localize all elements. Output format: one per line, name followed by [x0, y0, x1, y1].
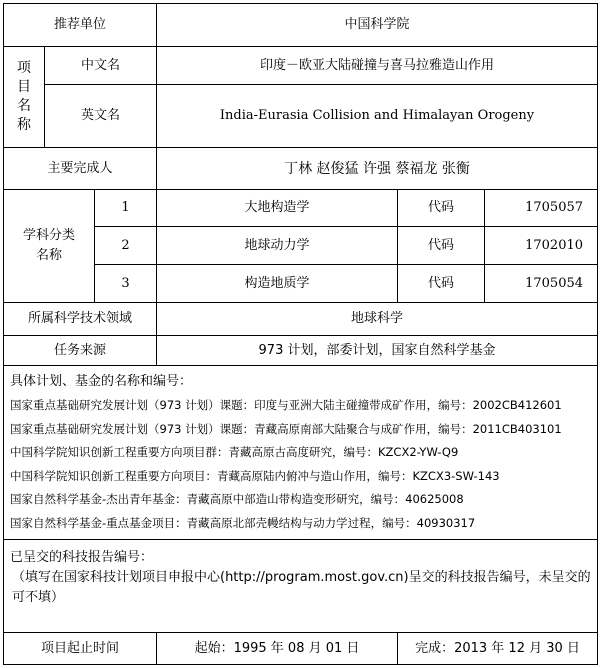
en-name-label: 英文名: [45, 85, 157, 148]
discipline-label: 学科分类名称: [22, 228, 75, 263]
code-label: 代码: [398, 227, 485, 265]
project-name-label-cell: [4, 47, 45, 148]
cn-name-row: [4, 47, 598, 85]
code-label: 代码: [398, 190, 485, 227]
plans-row: [4, 366, 598, 540]
project-info-table: [3, 3, 598, 665]
field-label: 所属科学技术领域: [4, 303, 157, 336]
plan-item: 国家重点基础研究发展计划（973 计划）课题：青藏高原南部大陆聚合与成矿作用，编号：2011CB403101: [10, 421, 562, 436]
discipline-label-cell: [4, 190, 95, 303]
discipline-name: 构造地质学: [157, 265, 398, 303]
main-people-label: 主要完成人: [4, 148, 157, 190]
discipline-name: 地球动力学: [157, 227, 398, 265]
period-row: [4, 633, 598, 665]
plan-item: 国家重点基础研究发展计划（973 计划）课题：印度与亚洲大陆主碰撞带成矿作用，编号：2002CB412601: [10, 398, 562, 412]
plan-item: 国家自然科学基金-杰出青年基金：青藏高原中部造山带构造变形研究，编号：40625008: [10, 492, 464, 506]
source-label: 任务来源: [4, 336, 157, 366]
period-label: 项目起止时间: [4, 633, 157, 665]
source-row: [4, 336, 598, 366]
period-start: 起始：1995 年 08 月 01 日: [157, 633, 398, 665]
plan-item: 中国科学院知识创新工程重要方向项目：青藏高原陆内俯冲与造山作用，编号：KZCX3-SW-143: [10, 468, 500, 483]
discipline-index: 1: [95, 190, 157, 227]
plan-item: 国家自然科学基金-重点基金项目：青藏高原北部壳幔结构与动力学过程，编号：40930317: [10, 515, 476, 530]
discipline-code: 1705054: [485, 265, 598, 303]
report-cell: [4, 540, 598, 633]
recommender-row: [4, 4, 598, 47]
plans-heading: 具体计划、基金的名称和编号：: [10, 374, 193, 389]
field-value: 地球科学: [157, 303, 598, 336]
plan-item: 中国科学院知识创新工程重要方向项目群：青藏高原古高度研究，编号：KZCX2-YW-Q9: [10, 445, 459, 459]
recommender-value: 中国科学院: [157, 4, 598, 47]
recommender-label: 推荐单位: [4, 4, 157, 47]
field-row: [4, 303, 598, 336]
project-name-label: 项目名称: [17, 60, 31, 133]
discipline-index: 3: [95, 265, 157, 303]
en-name-row: [4, 85, 598, 148]
en-name-value: India-Eurasia Collision and Himalayan Orogeny: [157, 85, 598, 148]
cn-name-value: 印度－欧亚大陆碰撞与喜马拉雅造山作用: [157, 47, 598, 85]
report-note: （填写在国家科技计划项目申报中心(http://program.most.gov.cn)呈交的科技报告编号，未呈交的可不填）: [12, 570, 591, 605]
cn-name-label: 中文名: [45, 47, 157, 85]
discipline-name: 大地构造学: [157, 190, 398, 227]
report-row: [4, 540, 598, 633]
main-people-row: [4, 148, 598, 190]
plans-cell: [4, 366, 598, 540]
discipline-code: 1705057: [485, 190, 598, 227]
code-label: 代码: [398, 265, 485, 303]
discipline-index: 2: [95, 227, 157, 265]
discipline-row-1: [4, 190, 598, 227]
source-value: 973 计划，部委计划，国家自然科学基金: [157, 336, 598, 366]
main-people-value: 丁林 赵俊猛 许强 蔡福龙 张衡: [157, 148, 598, 190]
period-end: 完成：2013 年 12 月 30 日: [398, 633, 598, 665]
report-heading: 已呈交的科技报告编号：: [10, 550, 154, 565]
discipline-code: 1702010: [485, 227, 598, 265]
